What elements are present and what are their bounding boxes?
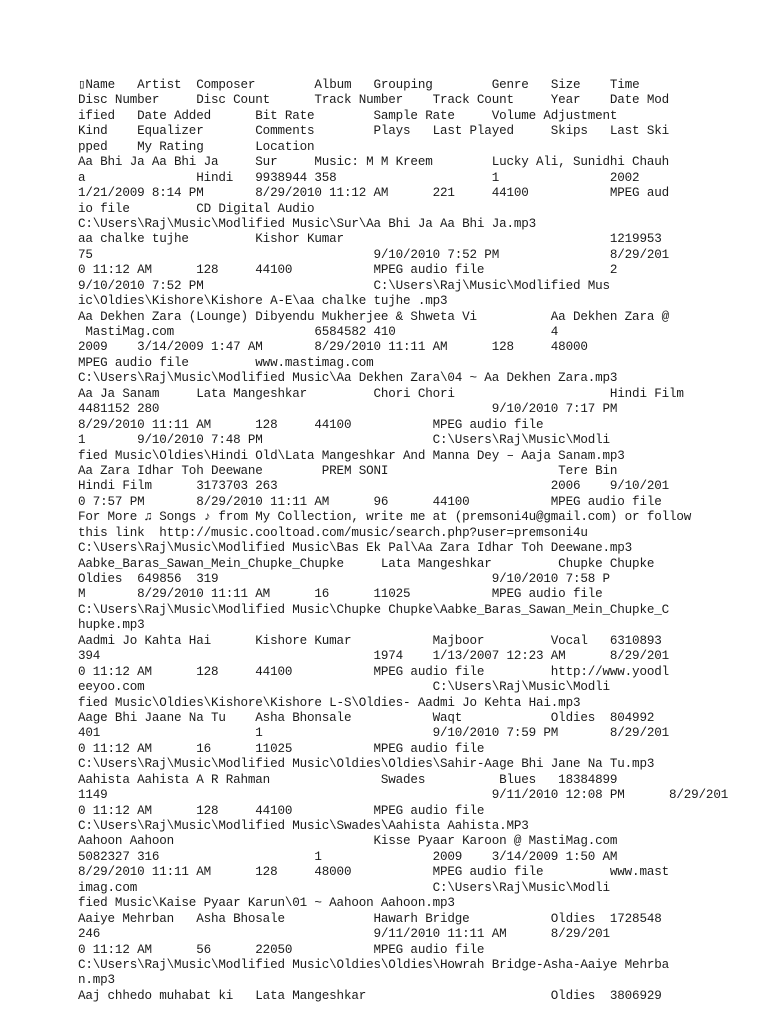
text-line: 2009 3/14/2009 1:47 AM 8/29/2010 11:11 AM 128 48000 <box>78 340 588 355</box>
text-line: fied Music\Oldies\Hindi Old\Lata Mangeshkar And Manna Dey – Aaja Sanam.mp3 <box>78 448 625 463</box>
header-line: Disc Number Disc Count Track Number Track Count Year Date Mod <box>78 93 669 108</box>
text-line: M 8/29/2010 11:11 AM 16 11025 MPEG audio file <box>78 587 603 602</box>
text-line: Aaj chhedo muhabat ki Lata Mangeshkar Oldies 3806929 <box>78 988 662 1003</box>
text-line: 0 7:57 PM 8/29/2010 11:11 AM 96 44100 MPEG audio file <box>78 494 662 509</box>
text-line: C:\Users\Raj\Music\Modlified Music\Oldies\Oldies\Sahir-Aage Bhi Jane Na Tu.mp3 <box>78 757 655 772</box>
text-line: this link http://music.cooltoad.com/music/search.php?user=premsoni4u <box>78 525 588 540</box>
text-line: Aa Zara Idhar Toh Deewane PREM SONI Tere Bin <box>78 463 618 478</box>
text-line: Aabke_Baras_Sawan_Mein_Chupke_Chupke Lata Mangeshkar Chupke Chupke <box>78 556 655 571</box>
text-line: 0 11:12 AM 16 11025 MPEG audio file <box>78 741 485 756</box>
header-line: pped My Rating Location <box>78 139 315 154</box>
text-line: Oldies 649856 319 9/10/2010 7:58 P <box>78 572 610 586</box>
text-line: a Hindi 9938944 358 1 2002 <box>78 170 640 185</box>
text-line: 9/10/2010 7:52 PM C:\Users\Raj\Music\Modlified Mus <box>78 278 610 293</box>
text-line: 394 1974 1/13/2007 12:23 AM 8/29/201 <box>78 649 669 664</box>
text-line: 4481152 280 9/10/2010 7:17 PM <box>78 402 618 417</box>
text-line: 75 9/10/2010 7:52 PM 8/29/201 <box>78 247 669 262</box>
text-line: eeyoo.com C:\Users\Raj\Music\Modli <box>78 680 610 695</box>
text-line: imag.com C:\Users\Raj\Music\Modli <box>78 880 610 895</box>
text-line: Aa Dekhen Zara (Lounge) Dibyendu Mukherjee & Shweta Vi Aa Dekhen Zara @ <box>78 309 669 324</box>
text-line: C:\Users\Raj\Music\Modlified Music\Bas Ek Pal\Aa Zara Idhar Toh Deewane.mp3 <box>78 541 633 556</box>
text-line: C:\Users\Raj\Music\Modlified Music\Sur\Aa Bhi Ja Aa Bhi Ja.mp3 <box>78 216 537 231</box>
header-line: Kind Equalizer Comments Plays Last Played Skips Last Ski <box>78 124 669 139</box>
text-line: 0 11:12 AM 128 44100 MPEG audio file 2 <box>78 263 618 278</box>
text-line: Aadmi Jo Kahta Hai Kishore Kumar Majboor Vocal 6310893 <box>78 633 662 648</box>
text-line: fied Music\Oldies\Kishore\Kishore L-S\Oldies- Aadmi Jo Kehta Hai.mp3 <box>78 695 581 710</box>
text-line: MPEG audio file www.mastimag.com <box>78 355 374 370</box>
text-line: 401 1 9/10/2010 7:59 PM 8/29/201 <box>78 726 669 741</box>
text-line: ic\Oldies\Kishore\Kishore A-E\aa chalke tujhe .mp3 <box>78 294 448 309</box>
text-line: C:\Users\Raj\Music\Modlified Music\Chupke Chupke\Aabke_Baras_Sawan_Mein_Chupke_C <box>78 602 669 617</box>
text-line: For More ♫ Songs ♪ from My Collection, write me at (premsoni4u@gmail.com) or follow <box>78 510 692 525</box>
text-line: 0 11:12 AM 56 22050 MPEG audio file <box>78 942 485 957</box>
text-line: 0 11:12 AM 128 44100 MPEG audio file http://www.yoodl <box>78 664 669 679</box>
text-line: Hindi Film 3173703 263 2006 9/10/201 <box>78 479 669 494</box>
text-line: 1149 9/11/2010 12:08 PM 8/29/201 <box>78 788 729 803</box>
text-line: 0 11:12 AM 128 44100 MPEG audio file <box>78 803 485 818</box>
text-line: hupke.mp3 <box>78 618 145 633</box>
header-line: ▯Name Artist Composer Album Grouping Genre Size Time <box>78 78 640 92</box>
text-line: 1 9/10/2010 7:48 PM C:\Users\Raj\Music\Modli <box>78 433 610 448</box>
text-line: n.mp3 <box>78 973 115 988</box>
text-line: Aahoon Aahoon Kisse Pyaar Karoon @ MastiMag.com <box>78 834 618 849</box>
text-line: 8/29/2010 11:11 AM 128 44100 MPEG audio file <box>78 417 544 432</box>
text-line: C:\Users\Raj\Music\Modlified Music\Aa Dekhen Zara\04 ~ Aa Dekhen Zara.mp3 <box>78 371 618 386</box>
text-line: fied Music\Kaise Pyaar Karun\01 ~ Aahoon Aahoon.mp3 <box>78 896 455 911</box>
text-line: 246 9/11/2010 11:11 AM 8/29/201 <box>78 927 610 942</box>
text-line: Aahista Aahista A R Rahman Swades Blues 18384899 <box>78 772 618 787</box>
text-line: aa chalke tujhe Kishor Kumar 1219953 <box>78 232 662 247</box>
text-line: Aage Bhi Jaane Na Tu Asha Bhonsale Waqt Oldies 804992 <box>78 710 655 725</box>
text-line: Aaiye Mehrban Asha Bhosale Hawarh Bridge Oldies 1728548 <box>78 911 662 926</box>
text-line: io file CD Digital Audio <box>78 201 315 216</box>
text-line: MastiMag.com 6584582 410 4 <box>78 325 559 339</box>
document-page <box>78 78 768 1004</box>
text-line: 1/21/2009 8:14 PM 8/29/2010 11:12 AM 221 44100 MPEG aud <box>78 186 669 201</box>
header-line: ified Date Added Bit Rate Sample Rate Volume Adjustment <box>78 108 618 123</box>
text-line: Aa Bhi Ja Aa Bhi Ja Sur Music: M M Kreem Lucky Ali, Sunidhi Chauh <box>78 155 669 170</box>
text-line: C:\Users\Raj\Music\Modlified Music\Oldies\Oldies\Howrah Bridge-Asha-Aaiye Mehrba <box>78 957 669 972</box>
text-line: 5082327 316 1 2009 3/14/2009 1:50 AM <box>78 849 618 864</box>
text-line: C:\Users\Raj\Music\Modlified Music\Swades\Aahista Aahista.MP3 <box>78 819 529 833</box>
text-line: 8/29/2010 11:11 AM 128 48000 MPEG audio file www.mast <box>78 865 669 880</box>
text-line: Aa Ja Sanam Lata Mangeshkar Chori Chori Hindi Film <box>78 386 684 401</box>
